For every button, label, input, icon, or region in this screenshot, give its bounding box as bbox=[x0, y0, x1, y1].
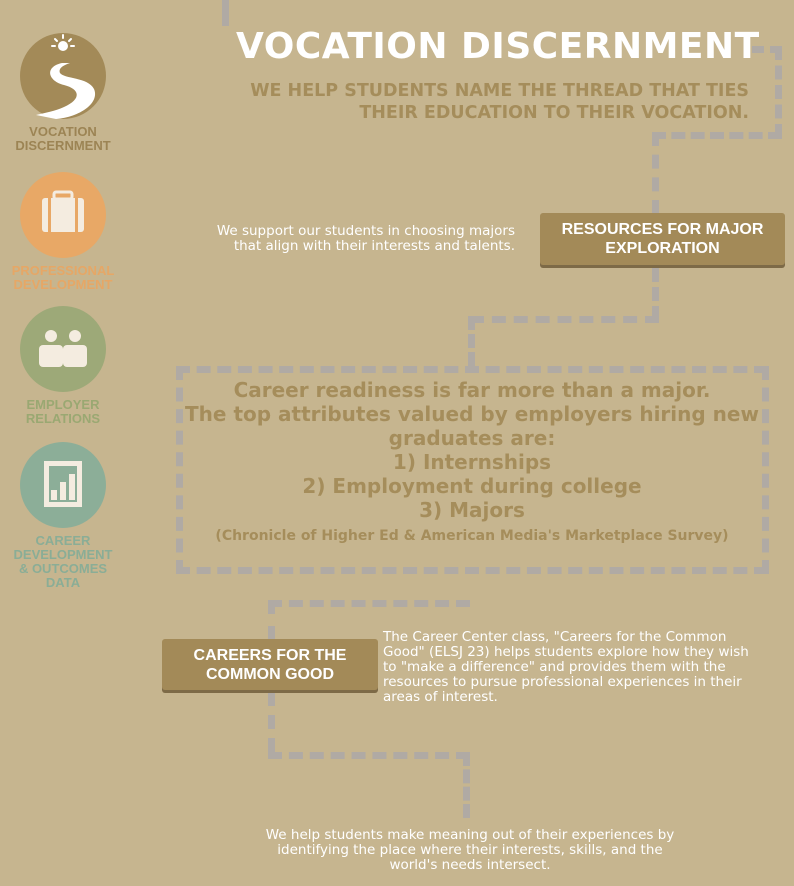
road-lightbulb-icon bbox=[20, 33, 106, 119]
common-good-text-line: resources to pursue professional experiences in their bbox=[383, 674, 742, 690]
common-good-text-line: Good" (ELSJ 23) helps students explore how they wish bbox=[383, 644, 749, 660]
careers-common-good-button[interactable]: CAREERS FOR THE COMMON GOOD bbox=[162, 639, 378, 690]
meaning-text-line: We help students make meaning out of their experiences by bbox=[265, 827, 675, 843]
briefcase-icon bbox=[20, 172, 106, 258]
majors-description bbox=[190, 224, 515, 254]
meaning-text-line: world's needs intersect. bbox=[389, 857, 551, 873]
readiness-citation: (Chronicle of Higher Ed & American Media's Marketplace Survey) bbox=[215, 528, 729, 544]
meaning-text-line: identifying the place where their interests, skills, and the bbox=[277, 842, 663, 858]
sidebar-item-vocation-discernment[interactable] bbox=[0, 33, 126, 153]
readiness-line: graduates are: bbox=[388, 426, 556, 450]
majors-text-line: that align with their interests and talents. bbox=[233, 238, 515, 254]
common-good-text-line: The Career Center class, "Careers for the Common bbox=[383, 629, 727, 645]
readiness-line: The top attributes valued by employers hiring new bbox=[185, 402, 759, 426]
readiness-line: 2) Employment during college bbox=[302, 474, 642, 498]
common-good-text-line: areas of interest. bbox=[383, 689, 498, 705]
readiness-line: 1) Internships bbox=[392, 450, 552, 474]
meaning-description bbox=[230, 828, 710, 873]
resources-major-exploration-button[interactable]: RESOURCES FOR MAJOR EXPLORATION bbox=[540, 213, 785, 265]
sidebar-label: VOCATION DISCERNMENT bbox=[15, 124, 111, 153]
readiness-line: 3) Majors bbox=[419, 498, 525, 522]
majors-text-line: We support our students in choosing majors bbox=[216, 223, 515, 239]
common-good-description bbox=[383, 630, 783, 705]
page-subtitle: WE HELP STUDENTS NAME THE THREAD THAT TIES THEIR EDUCATION TO THEIR VOCATION. bbox=[250, 81, 749, 123]
sidebar-label: CAREER DEVELOPMENT & OUTCOMES DATA bbox=[13, 533, 113, 590]
sidebar-label: PROFESSIONAL DEVELOPMENT bbox=[11, 263, 115, 292]
page-title: VOCATION DISCERNMENT bbox=[236, 26, 760, 67]
bar-chart-icon bbox=[20, 442, 106, 528]
sidebar-item-career-outcomes-data[interactable] bbox=[0, 442, 126, 590]
sidebar-label: EMPLOYER RELATIONS bbox=[25, 397, 101, 426]
people-icon bbox=[20, 306, 106, 392]
sidebar-item-employer-relations[interactable] bbox=[0, 306, 126, 426]
common-good-text-line: to "make a difference" and provides them with the bbox=[383, 659, 726, 675]
career-readiness-box bbox=[182, 378, 762, 546]
readiness-line: Career readiness is far more than a major. bbox=[233, 378, 711, 402]
sidebar-item-professional-development[interactable] bbox=[0, 172, 126, 292]
